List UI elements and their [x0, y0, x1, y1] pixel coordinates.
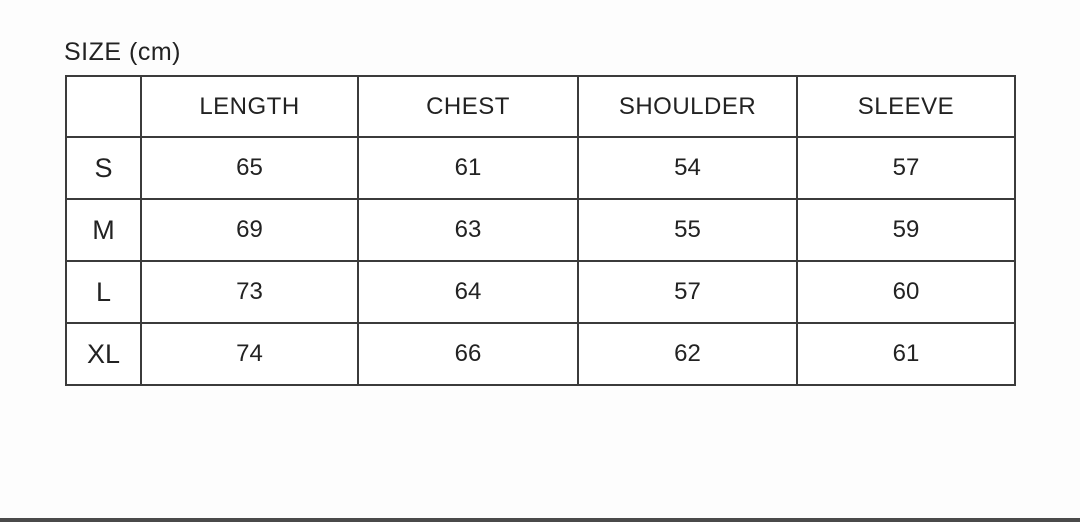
row-label-l: L	[66, 261, 141, 323]
cell-xl-shoulder: 62	[578, 323, 797, 385]
cell-s-chest: 61	[358, 137, 578, 199]
table-row	[66, 323, 1015, 385]
cell-xl-chest: 66	[358, 323, 578, 385]
page-title: SIZE (cm)	[64, 38, 181, 66]
row-label-s: S	[66, 137, 141, 199]
header-chest: CHEST	[358, 76, 578, 137]
row-label-xl: XL	[66, 323, 141, 385]
cell-s-shoulder: 54	[578, 137, 797, 199]
header-shoulder: SHOULDER	[578, 76, 797, 137]
header-size-corner	[66, 76, 141, 137]
image-bottom-edge-bar	[0, 518, 1080, 522]
cell-xl-sleeve: 61	[797, 323, 1015, 385]
cell-s-length: 65	[141, 137, 358, 199]
cell-m-length: 69	[141, 199, 358, 261]
table-row	[66, 199, 1015, 261]
header-length: LENGTH	[141, 76, 358, 137]
cell-l-length: 73	[141, 261, 358, 323]
cell-l-chest: 64	[358, 261, 578, 323]
cell-s-sleeve: 57	[797, 137, 1015, 199]
cell-xl-length: 74	[141, 323, 358, 385]
table-row	[66, 137, 1015, 199]
size-chart-table	[65, 75, 1016, 386]
cell-l-sleeve: 60	[797, 261, 1015, 323]
cell-m-chest: 63	[358, 199, 578, 261]
cell-l-shoulder: 57	[578, 261, 797, 323]
cell-m-shoulder: 55	[578, 199, 797, 261]
header-sleeve: SLEEVE	[797, 76, 1015, 137]
table-row	[66, 261, 1015, 323]
row-label-m: M	[66, 199, 141, 261]
cell-m-sleeve: 59	[797, 199, 1015, 261]
table-header-row	[66, 76, 1015, 137]
